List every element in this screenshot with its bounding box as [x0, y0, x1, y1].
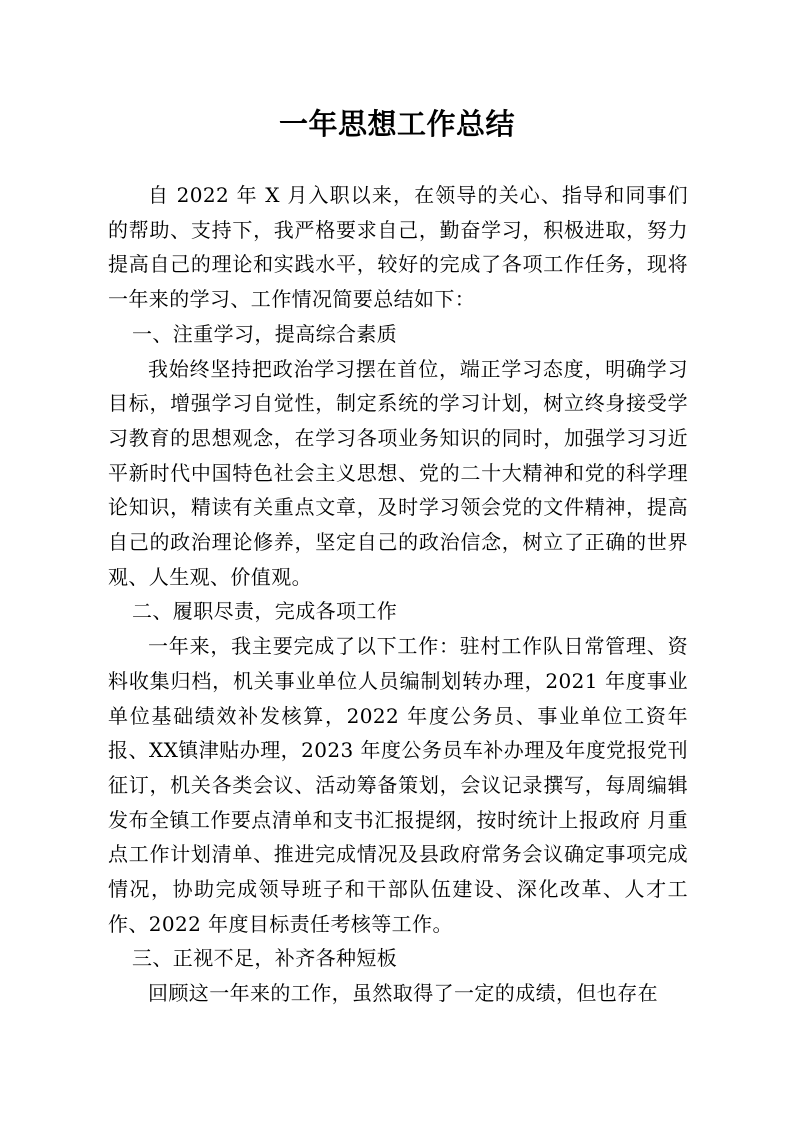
document-body — [108, 178, 688, 1011]
section-3-paragraph: 回顾这一年来的工作，虽然取得了一定的成绩，但也存在 — [148, 981, 658, 1006]
intro-paragraph: 自 2022 年 X 月入职以来，在领导的关心、指导和同事们的帮助、支持下，我严格要求自己，勤奋学习，积极进取，努力提高自己的理论和实践水平，较好的完成了各项工作任务，现将一年来的学习、工作情况简要总结如下： — [108, 183, 688, 312]
section-2-paragraph: 一年来，我主要完成了以下工作：驻村工作队日常管理、资料收集归档，机关事业单位人员编制划转办理，2021 年度事业单位基础绩效补发核算，2022 年度公务员、事业单位工资年报、XX镇津贴办理，2023 年度公务员车补办理及年度党报党刊征订，机关各类会议、活动筹备策划，会议记录撰写，每周编辑发布全镇工作要点清单和支书汇报提纲，按时统计上报政府 月重点工作计划清单、推进完成情况及县政府常务会议确定事项完成情况，协助完成领导班子和干部队伍建设、深化改革、人才工作、2022 年度目标责任考核等工作。 — [108, 634, 688, 936]
document-title: 一年思想工作总结 — [278, 107, 515, 141]
section-heading-1: 一、注重学习，提高综合素质 — [132, 321, 398, 346]
section-1-paragraph: 我始终坚持把政治学习摆在首位，端正学习态度，明确学习目标，增强学习自觉性，制定系统的学习计划，树立终身接受学习教育的思想观念，在学习各项业务知识的同时，加强学习习近平新时代中国特色社会主义思想、党的二十大精神和党的科学理论知识，精读有关重点文章，及时学习领会党的文件精神，提高自己的政治理论修养，坚定自己的政治信念，树立了正确的世界观、人生观、价值观。 — [108, 356, 688, 589]
section-heading-3: 三、正视不足，补齐各种短板 — [132, 946, 398, 971]
section-heading-2: 二、履职尽责，完成各项工作 — [132, 599, 398, 624]
